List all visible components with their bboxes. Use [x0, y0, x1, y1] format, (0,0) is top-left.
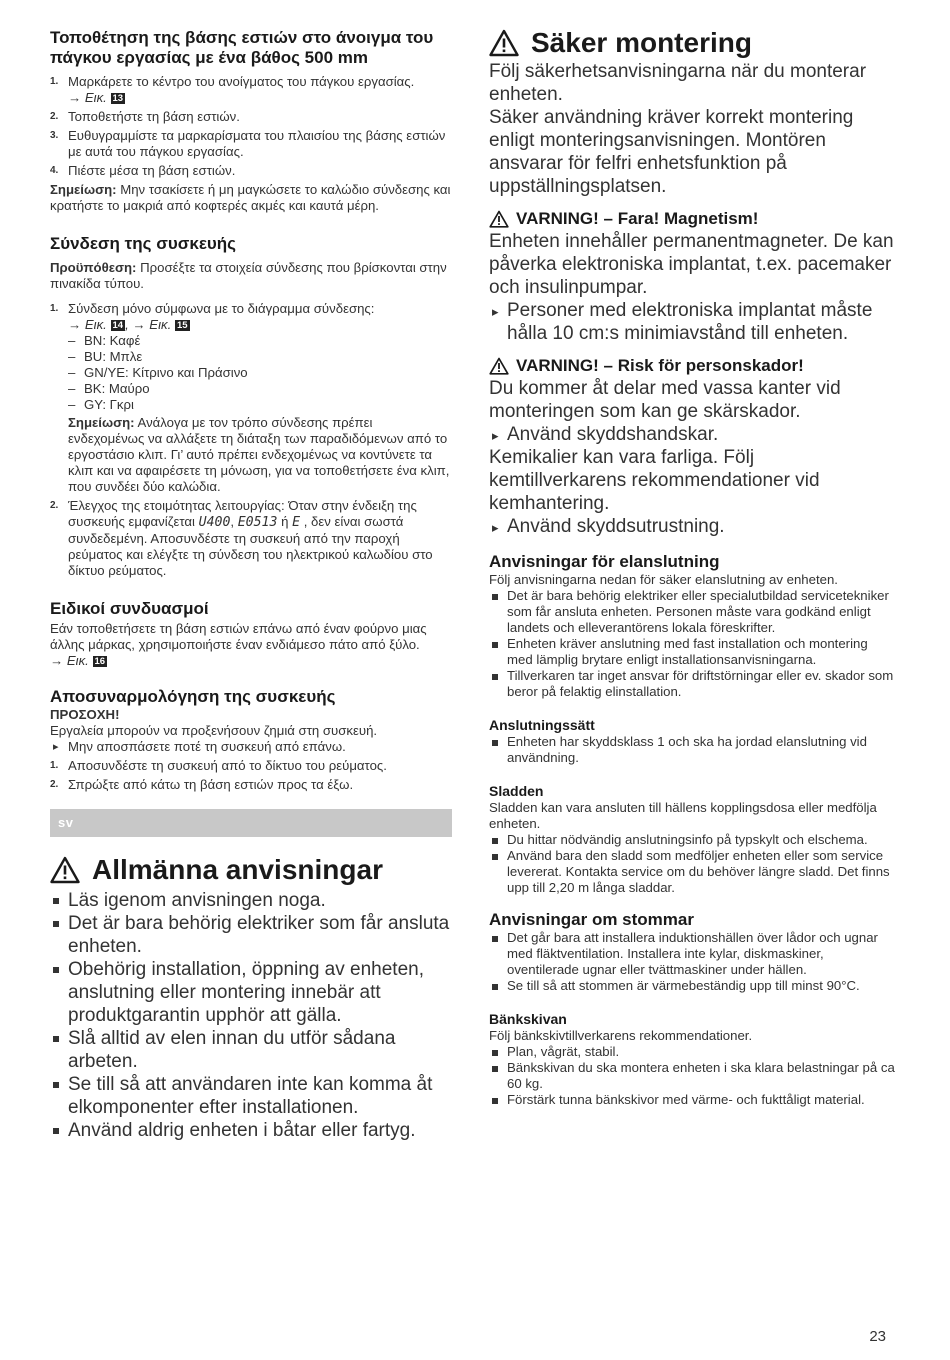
list-item: Enheten har skyddsklass 1 och ska ha jordad elanslutning vid användning. [489, 734, 895, 766]
wire-color-list [68, 333, 452, 413]
list-item: Det är bara behörig elektriker som får ansluta enheten. [50, 912, 452, 958]
removal-content: ΠΡΟΣΟΧΗ! Εργαλεία μπορούν να προξενήσουν ζημιά στη συσκευή. ▸ Μην αποσπάσετε ποτέ τη συσκευή από επάνω. 1. Αποσυνδέστε τη συσκευή από το δίκτυο του ρεύματος. 2. Σπρώξτε από κάτω τη βάση εστιών προς τα έξω. [50, 707, 452, 793]
list-item: Använd aldrig enheten i båtar eller fartyg. [50, 1119, 452, 1142]
list-item: – BU: Μπλε [68, 349, 452, 365]
note: Σημείωση: Μην τσακίσετε ή μη μαγκώσετε το καλώδιο σύνδεσης και κρατήστε το μακριά από κοφτερές ακμές και καυτά μέρη. [50, 182, 451, 213]
figure-number-badge: 15 [176, 320, 188, 331]
page-number: 23 [869, 1328, 886, 1345]
list-item: 3. Ευθυγραμμίστε τα μαρκαρίσματα του πλαισίου της βάσης εστιών με αυτά του πάγκου εργασίας. [50, 128, 446, 159]
list-item: Tillverkaren tar inget ansvar för driftstörningar eller ev. skador som beror på felaktig elinstallation. [489, 668, 895, 700]
prerequisite: Προϋπόθεση: Προσέξτε τα στοιχεία σύνδεσης που βρίσκονται στην πινακίδα τύπου. [50, 260, 447, 291]
electrical-content: Följ anvisningarna nedan för säker elanslutning av enheten. Det är bara behörig elektriker eller specialutbildad servicetekniker som får ansluta enheten. Personen måste vara godkänd enligt landets och elleverantörens lokala föreskrifter. Enheten kräver anslutning med fast installation och montering med lämplig brytare enligt installationsanvisningarna. Tillverkaren tar inget ansvar för driftstörningar eller ev. skador som beror på felaktig elinstallation. [489, 572, 894, 699]
list-item: Obehörig installation, öppning av enheten, anslutning eller montering innebär att produktgarantin upphör att gälla. [50, 958, 452, 1027]
cord-content: Sladden kan vara ansluten till hällens kopplingsdosa eller medfölja enheten. Du hittar nödvändig anslutningsinfo på typskylt och elschema. Använd bara den sladd som medföljer enheten eller som service levererat. Kontakta service om du behöver längre sladd. Det finns upp till 2,20 m långa sladdar. [489, 800, 895, 896]
instruction: ▸ Personer med elektroniska implantat måste hålla 10 cm:s minimiavstånd till enheten. [489, 299, 895, 345]
warning-magnetism-heading: VARNING! – Fara! Magnetism! [489, 208, 895, 230]
list-item: 2. Σπρώξτε από κάτω τη βάση εστιών προς τα έξω. [50, 777, 354, 792]
left-column [50, 28, 452, 1142]
list-item: Läs igenom anvisningen noga. [50, 889, 452, 912]
list-item: Det går bara att installera induktionshällen över lådor och ugnar med fläktventilation. Installera inte kylar, diskmaskiner, oventilerade ugnar eller tvättmaskiner under hällen. [489, 930, 895, 978]
figure-number-badge: 14 [112, 320, 124, 331]
section-title-cabinets: Anvisningar om stommar [489, 910, 694, 929]
list-item: 2. Έλεγχος της ετοιμότητας λειτουργίας: Όταν στην ένδειξη της συσκευής εμφανίζεται U400, E0513 ή E , δεν είναι σωστά συνδεδεμένη. Αποσυνδέστε τη συσκευή από την παροχή ρεύματος και ελέγξτε τη σύνδεση του ηλεκτρικού καλωδίου στο δίκτυο ρεύματος. [50, 498, 433, 578]
placement-steps [50, 74, 452, 214]
list-item: Bänkskivan du ska montera enheten i ska klara belastningar på ca 60 kg. [489, 1060, 895, 1092]
list-item: Se till så att användaren inte kan komma åt elkomponenter efter installationen. [50, 1073, 452, 1119]
warning-injury-heading: VARNING! – Risk för personskador! [489, 355, 895, 377]
instruction: ▸ Använd skyddshandskar. [489, 423, 895, 446]
cabinets-content [489, 930, 895, 994]
connection-type-content [489, 734, 895, 766]
figure-number-badge: 16 [94, 656, 106, 667]
general-list [50, 889, 452, 1142]
figure-reference: → Εικ. [68, 317, 107, 332]
warning-icon [489, 29, 519, 57]
display-code: E [292, 515, 301, 530]
section-title-cord: Sladden [489, 783, 544, 799]
figure-reference: , → Εικ. [125, 317, 172, 332]
list-item: – GN/YE: Κίτρινο και Πράσινο [68, 365, 452, 381]
list-item: 2. Τοποθετήστε τη βάση εστιών. [50, 109, 240, 124]
worktop-content: Följ bänkskivtillverkarens rekommendationer. Plan, vågrät, stabil. Bänkskivan du ska montera enheten i ska klara belastningar på ca 60 kg. Förstärk tunna bänkskivor med värme- och fukttåligt material. [489, 1028, 895, 1107]
list-item: – GY: Γκρι [68, 397, 452, 413]
instruction: ▸ Μην αποσπάσετε ποτέ τη συσκευή από επάνω. [50, 739, 452, 755]
special-combinations-content: Εάν τοποθετήσετε τη βάση εστιών επάνω από έναν φούρνο μιας άλλης μάρκας, χρησιμοποιήστε έναν ενδιάμεσο πάτο από ξύλο. → Εικ. 16 [50, 621, 427, 668]
section-title-hob-base-placement: Τοποθέτηση της βάσης εστιών στο άνοιγμα του πάγκου εργασίας με ένα βάθος 500 mm [50, 28, 434, 67]
list-item: – BK: Μαύρο [68, 381, 452, 397]
list-item: 1. Αποσυνδέστε τη συσκευή από το δίκτυο του ρεύματος. [50, 758, 387, 773]
caution-label: ΠΡΟΣΟΧΗ! [50, 707, 120, 722]
section-title-connection-type: Anslutningssätt [489, 717, 595, 733]
heading-safe-installation: Säker montering [489, 26, 895, 60]
heading-general: Allmänna anvisningar [50, 853, 452, 887]
list-item: Förstärk tunna bänkskivor med värme- och fukttåligt material. [489, 1092, 895, 1108]
warning-icon [50, 856, 80, 884]
warning-icon [489, 210, 509, 228]
list-item: 1. Σύνδεση μόνο σύμφωνα με το διάγραμμα σύνδεσης: → Εικ. 14 , → Εικ. 15 – BN: Καφέ – BU: Μπλε – GN/YE: Κίτρινο και Πράσινο – BK: Μαύρο – GY: Γκρι Σημείωση: Ανάλογα με τον τρόπο σύνδεσης πρέπει ενδεχομένως να αλλάξετε τη διάταξη των παραδιδόμενων από το εργοστάσιο κλιπ. Γι’ αυτό πρέπει ενδεχομένως να κοντύνετε τα κλιπ και να αφαιρέσετε τη μόνωση, για να τοποθετήσετε ένα κλιπ, που συνδέει δύο καλώδια. [50, 301, 452, 495]
warning-icon [489, 357, 509, 375]
note: Σημείωση: Ανάλογα με τον τρόπο σύνδεσης πρέπει ενδεχομένως να αλλάξετε τη διάταξη των παραδιδόμενων από το εργοστάσιο κλιπ. Γι’ αυτό πρέπει ενδεχομένως να κοντύνετε τα κλιπ και να αφαιρέσετε τη μόνωση, για να τοποθετήσετε ένα κλιπ, που συνδέει δύο καλώδια. [68, 415, 450, 494]
list-item: – BN: Καφέ [68, 333, 452, 349]
language-bar: sv [50, 809, 452, 837]
list-item: Enheten kräver anslutning med fast installation och montering med lämplig brytare enligt installationsanvisningarna. [489, 636, 895, 668]
figure-reference: → Εικ. [50, 653, 89, 668]
list-item: Se till så att stommen är värmebeständig upp till minst 90°C. [489, 978, 895, 994]
list-item: Det är bara behörig elektriker eller specialutbildad servicetekniker som får ansluta enheten. Personen måste vara godkänd enligt landets och elleverantörens lokala föreskrifter. [489, 588, 895, 636]
connection-content [50, 260, 452, 579]
display-code: U400 [198, 515, 231, 530]
right-column [489, 28, 895, 1108]
warning-injury-text: Du kommer åt delar med vassa kanter vid monteringen som kan ge skärskador. ▸ Använd skyddshandskar. Kemikalier kan vara farliga. Följ kemtillverkarens rekommendationer vid kemhantering. ▸ Använd skyddsutrustning. [489, 377, 895, 538]
display-code: E0513 [237, 515, 278, 530]
figure-number-badge: 13 [112, 93, 124, 104]
instruction: ▸ Använd skyddsutrustning. [489, 515, 895, 538]
section-title-connection: Σύνδεση της συσκευής [50, 234, 237, 253]
section-title-removal: Αποσυναρμολόγηση της συσκευής [50, 687, 336, 706]
list-item: Plan, vågrät, stabil. [489, 1044, 895, 1060]
list-item: 1. Μαρκάρετε το κέντρο του ανοίγματος του πάγκου εργασίας. → Εικ. 13 [50, 74, 415, 105]
list-item: Slå alltid av elen innan du utför sådana arbeten. [50, 1027, 452, 1073]
figure-reference: → Εικ. [68, 90, 107, 105]
section-title-special-combinations: Ειδικοί συνδυασμοί [50, 599, 209, 618]
section-title-electrical: Anvisningar för elanslutning [489, 552, 720, 571]
list-item: Du hittar nödvändig anslutningsinfo på typskylt och elschema. [489, 832, 895, 848]
list-item: Använd bara den sladd som medföljer enheten eller som service levererat. Kontakta service om du behöver längre sladd. Det finns upp till 2,20 m långa sladdar. [489, 848, 895, 896]
section-title-worktop: Bänkskivan [489, 1011, 567, 1027]
warning-magnetism-text: Enheten innehåller permanentmagneter. De kan påverka elektroniska implantat, t.ex. pacemaker och insulinpumpar. ▸ Personer med elektroniska implantat måste hålla 10 cm:s minimiavstånd till enheten. [489, 230, 895, 345]
safe-installation-text: Följ säkerhetsanvisningarna när du monterar enheten. Säker användning kräver korrekt montering enligt monteringsanvisningen. Montören ansvarar för felfri enhetsfunktion på uppställningsplatsen. [489, 61, 867, 197]
list-item: 4. Πιέστε μέσα τη βάση εστιών. [50, 163, 236, 178]
